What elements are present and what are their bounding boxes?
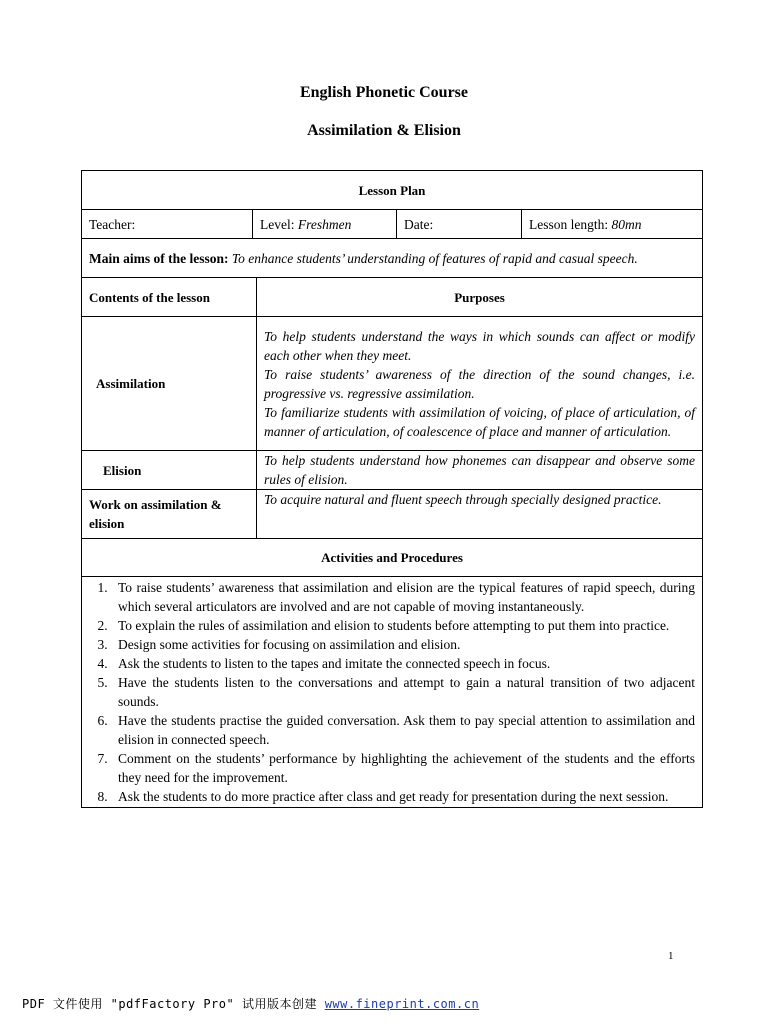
- activity-item: 4. Ask the students to listen to the tapes and imitate the connected speech in focus.: [111, 654, 695, 673]
- level-cell: [253, 210, 397, 239]
- level-label: Level:: [260, 216, 295, 232]
- footer-link[interactable]: www.fineprint.com.cn: [324, 997, 480, 1011]
- purposes-assimilation: [257, 317, 703, 451]
- document-subtitle: Assimilation & Elision: [307, 122, 461, 139]
- teacher-label: Teacher:: [89, 216, 136, 232]
- lesson-plan-heading: Lesson Plan: [82, 171, 703, 210]
- lesson-plan-table: [81, 170, 703, 808]
- activity-item: 6. Have the students practise the guided conversation. Ask them to pay special attention to assimilation and elision in connected speech.: [111, 711, 695, 749]
- activities-heading: Activities and Procedures: [82, 539, 703, 577]
- activity-item: 8. Ask the students to do more practice after class and get ready for presentation during the next session.: [111, 787, 695, 806]
- length-label: Lesson length:: [529, 216, 609, 232]
- content-work-on-assimilation-elision: Work on assimilation & elision: [82, 490, 257, 539]
- purpose-item: To help students understand the ways in which sounds can affect or modify each other when they meet.: [264, 328, 696, 363]
- purpose-item: To help students understand how phonemes can disappear and observe some rules of elision.: [264, 453, 696, 487]
- purposes-column-header: Purposes: [257, 278, 703, 317]
- length-value: 80mn: [611, 216, 642, 232]
- activities-cell: [82, 577, 703, 808]
- activity-item: 1. To raise students’ awareness that assimilation and elision are the typical features of rapid speech, during which several articulators are involved and are not capable of moving instantaneously.: [111, 578, 695, 616]
- level-value: Freshmen: [297, 216, 352, 232]
- page-number: 1: [668, 950, 674, 962]
- teacher-cell: [82, 210, 253, 239]
- activities-list: [89, 578, 695, 806]
- purpose-item: To raise students’ awareness of the direction of the sound changes, i.e. progressive vs. regressive assimilation.: [264, 366, 696, 401]
- purpose-item: To familiarize students with assimilation of voicing, of place of articulation, of manner of articulation, of coalescence of place and manner of articulation.: [264, 404, 696, 439]
- activity-item: 3. Design some activities for focusing on assimilation and elision.: [111, 635, 695, 654]
- purpose-item: To acquire natural and fluent speech through specially designed practice.: [264, 492, 662, 507]
- activity-item: 7. Comment on the students’ performance by highlighting the achievement of the students and the efforts they need for the improvement.: [111, 749, 695, 787]
- length-cell: [522, 210, 703, 239]
- document-title: English Phonetic Course: [299, 84, 468, 101]
- main-aims-label: Main aims of the lesson:: [89, 250, 229, 266]
- date-cell: [397, 210, 522, 239]
- content-elision: Elision: [82, 451, 257, 490]
- contents-column-header: Contents of the lesson: [82, 278, 257, 317]
- activity-item: 2. To explain the rules of assimilation and elision to students before attempting to put them into practice.: [111, 616, 695, 635]
- pdf-footer: [22, 995, 479, 1012]
- purposes-work: [257, 490, 703, 539]
- main-aims-text: To enhance students’ understanding of features of rapid and casual speech.: [231, 250, 638, 266]
- content-assimilation: Assimilation: [82, 317, 257, 451]
- purposes-elision: [257, 451, 703, 490]
- footer-text: PDF 文件使用 "pdfFactory Pro" 试用版本创建: [22, 997, 317, 1011]
- date-label: Date:: [404, 216, 434, 232]
- activity-item: 5. Have the students listen to the conversations and attempt to gain a natural transition of two adjacent sounds.: [111, 673, 695, 711]
- main-aims-cell: [82, 239, 703, 278]
